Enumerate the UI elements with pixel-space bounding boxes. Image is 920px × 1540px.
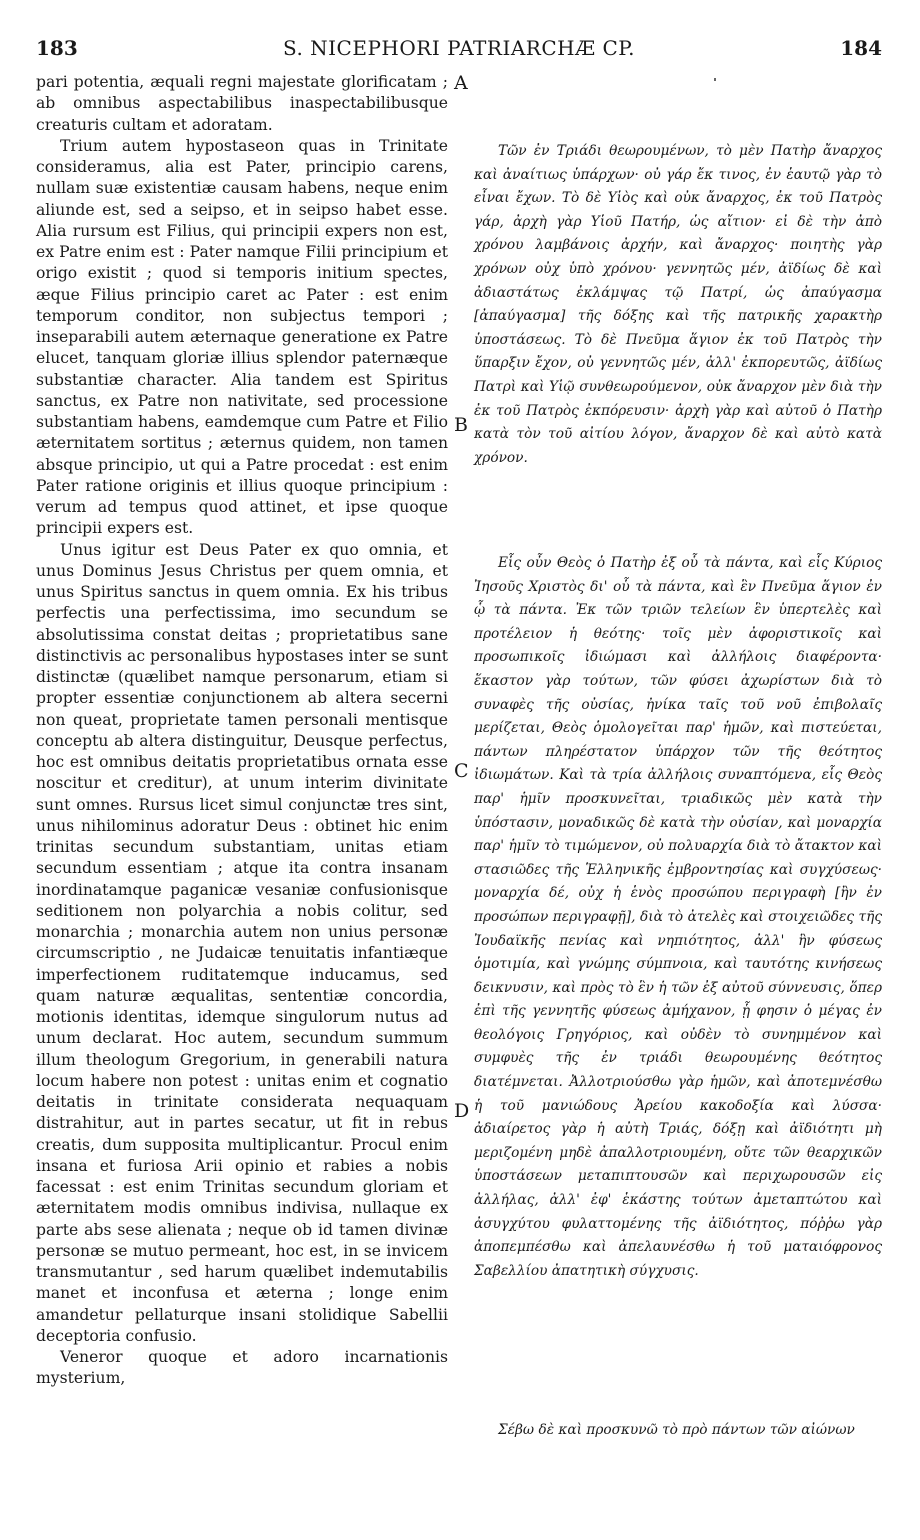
margin-letter: C <box>454 760 469 782</box>
margin-letter: A <box>454 72 468 94</box>
greek-paragraph: Σέβω δὲ καὶ προσκυνῶ τὸ πρὸ πάντων τῶν αἰώνων <box>498 1422 855 1438</box>
latin-paragraph: pari potentia, æquali regni majestate glorificatam ; ab omnibus aspectabilibus inaspectabilibusque creaturis cultam et adoratam. <box>36 73 448 134</box>
greek-paragraph: Εἷς οὖν Θεὸς ὁ Πατὴρ ἐξ οὗ τὰ πάντα, καὶ εἷς Κύριος Ἰησοῦς Χριστὸς δι' οὗ τὰ πάντα, καὶ ἓν Πνεῦμα ἅγιον ἐν ᾧ τὰ πάντα. Ἐκ τῶν τριῶν τελείων ἓν ὑπερτελὲς καὶ προτέλειον ἡ θεότης· τοῖς μὲν ἀφοριστικοῖς καὶ προσωπικοῖς ἰδιώμασι καὶ ἀλλήλοις διαφέροντα· ἕκαστον γὰρ τούτων, τῶν φύσει ἀχωρίστων διὰ τὸ συναφὲς τῆς οὐσίας, ἠνίκα ταῖς τοῦ νοῦ ἐπιβολαῖς μερίζεται, Θεὸς ὁμολογεῖται παρ' ἡμῶν, καὶ πιστεύεται, πάντων πληρέστατον ὑπάρχον τῶν τῆς θεότητος ἰδιωμάτων. Καὶ τὰ τρία ἀλλήλοις συναπτόμενα, εἷς Θεὸς παρ' ἡμῖν προσκυνεῖται, τριαδικῶς μὲν κατὰ τὴν ὑπόστασιν, μοναδικῶς δὲ κατὰ τὴν οὐσίαν, καὶ μοναρχία παρ' ἡμῖν τὸ τιμώμενον, οὐ πολυαρχία διὰ τὸ ἄτακτον καὶ στασιῶδες τῆς Ἑλληνικῆς ἐμβροντησίας καὶ συγχύσεως· μοναρχία δέ, οὐχ ἡ ἑνὸς προσώπου περιγραφὴ [ἢν ἐν προσώπων περιγραφῇ], διὰ τὸ ἀτελὲς καὶ στοιχειῶδες τῆς Ἰουδαϊκῆς πενίας καὶ νηπιότητος, ἀλλ' ἣν φύσεως ὁμοτιμία, καὶ γνώμης σύμπνοια, καὶ ταυτότης κινήσεως δεικνυσιν, καὶ πρὸς τὸ ἓν ἡ τῶν ἐξ αὐτοῦ σύννευσις, ὅπερ ἐπὶ τῆς γεννητῆς φύσεως ἀμήχανον, ᾗ φησιν ὁ μέγας ἐν θεολόγοις Γρηγόριος, καὶ οὐδὲν τὸ συνημμένον καὶ συμφυὲς τῆς ἐν τριάδι θεωρουμένης θεότητος διατέμνεται. Ἀλλοτριούσθω γὰρ ἡμῶν, καὶ ἀποτεμνέσθω ἡ τοῦ μανιώδους Ἀρείου κακοδοξία καὶ λύσσα· ἀδιαίρετος γὰρ ἡ αὐτὴ Τριάς, δόξῃ καὶ ἀϊδιότητι μὴ μεριζομένη μηδὲ ἀπαλλοτριουμένη, οὔτε τῶν θεαρχικῶν ὑποστάσεων μεταπιπτουσῶν καὶ περιχωρουσῶν εἰς ἀλλήλας, ἀλλ' ἐφ' ἑκάστης τούτων ἀμεταπτώτου καὶ ἀσυγχύτου φυλαττομένης τῆς ἀϊδιότητος, πόῤῥω γὰρ ἀποπεμπέσθω καὶ ἀπελαυνέσθω ἡ τοῦ ματαιόφρονος Σαβελλίου ἀπατητικὴ σύγχυσις. <box>474 555 882 1279</box>
greek-paragraph: Τῶν ἐν Τριάδι θεωρουμένων, τὸ μὲν Πατὴρ ἄναρχος καὶ ἀναίτιως ὑπάρχων· οὐ γάρ ἔκ τινος, ἐν ἑαυτῷ γὰρ τὸ εἶναι ἔχων. Τὸ δὲ Υἱὸς καὶ οὐκ ἄναρχος, ἐκ τοῦ Πατρὸς γάρ, ἀρχὴ γὰρ Υἱοῦ Πατήρ, ὡς αἴτιον· εἰ δὲ τὴν ἀπὸ χρόνου λαμβάνοις ἀρχήν, καὶ ἄναρχος· ποιητὴς γὰρ χρόνων οὐχ ὑπὸ χρόνου· γεννητῶς μέν, ἀϊδίως δὲ καὶ ἀδιαστάτως ἐκλάμψας τῷ Πατρί, ὡς ἀπαύγασμα [ἀπαύγασμα] τῆς δόξης καὶ τῆς πατρικῆς χαρακτὴρ ὑποστάσεως. Τὸ δὲ Πνεῦμα ἅγιον ἐκ τοῦ Πατρὸς τὴν ὕπαρξιν ἔχον, οὐ γεννητῶς μέν, ἀλλ' ἐκπορευτῶς, ἀϊδίως Πατρὶ καὶ Υἱῷ συνθεωρούμενον, οὐκ ἄναρχον μὲν διὰ τὴν ἐκ τοῦ Πατρὸς ἐκπόρευσιν· ἀρχὴ γὰρ καὶ αὐτοῦ ὁ Πατὴρ κατὰ τὸν τοῦ αἰτίου λόγον, ἄναρχον δὲ καὶ αὐτὸ κατὰ χρόνον. <box>474 143 882 466</box>
running-title: S. NICEPHORI PATRIARCHÆ CP. <box>282 36 636 60</box>
margin-letter: D <box>454 1100 470 1122</box>
latin-paragraph: Veneror quoque et adoro incarnationis mysterium, <box>36 1348 448 1388</box>
latin-paragraph: Unus igitur est Deus Pater ex quo omnia, et unus Dominus Jesus Christus per quem omnia, et unus Spiritus sanctus in quem omnia. Ex his tribus perfectis una perfectissima, imo secundum se absolutissima constat deitas ; proprietatibus sane distinctivis ac personalibus hypostases inter se sunt distinctæ (quælibet namque personarum, etiam si propter essentiæ conjunctionem ab altera secerni non queat, proprietate tamen personali mentisque conceptu ab altera distinguitur, Deusque perfectus, hoc est omnibus deitatis proprietatibus ornata esse noscitur et creditur), at unum interim divinitate sunt omnes. Rursus licet simul conjunctæ tres sint, unus nihilominus adoratur Deus : obtinet hic enim trinitas secundum substantiam, unitas etiam secundum essentiam ; atque ita contra insanam inordinatamque paganicæ vesaniæ confusionisque seditionem non polyarchia a nobis colitur, sed monarchia ; monarchia autem non unius personæ circumscriptio , ne Judaicæ tenuitatis infantiæque imperfectionem ruditatemque inducamus, sed quam naturæ æqualitas, sententiæ concordia, motionis identitas, idemque singulorum nutus ad unum declarat. Hoc autem, secundum summum illum theologum Gregorium, in generabili natura locum habere non potest : unitas enim et cognatio deitatis in trinitate considerata nequaquam distrahitur, aut in partes secatur, ut fit in rebus creatis, dum supposita multiplicantur. Procul enim insana et furiosa Arii opinio et rabies a nobis facessat : est enim Trinitas secundum gloriam et æternitatem modis omnibus indivisa, nullaque ex parte abs sese alienata ; neque ob id tamen divinæ personæ se mutuo permeant, hoc est, in se invicem transmutantur , sed harum quælibet indemutabilis manet et inconfusa et æterna ; longe enim amandetur pellaturque insani stolidique Sabellii deceptoria confusio. <box>36 540 448 1345</box>
latin-column <box>36 72 448 1390</box>
greek-block-3 <box>474 1419 882 1443</box>
page-number-left: 183 <box>36 36 78 60</box>
greek-block-1 <box>474 140 882 470</box>
page-number-right: 184 <box>840 36 882 60</box>
greek-block-2 <box>474 552 882 1283</box>
margin-letter: B <box>454 414 468 436</box>
latin-paragraph: Trium autem hypostaseon quas in Trinitate consideramus, alia est Pater, principio carens, nullam suæ existentiæ causam habens, neque enim aliunde est, sed a seipso, et in seipso habet esse. Alia rursum est Filius, qui principii expers non est, ex Patre enim est : Pater namque Filii principium et origo existit ; quod si temporis initium spectes, æque Filius principio caret ac Pater : est enim temporum conditor, non subjectus tempori ; inseparabili autem æternaque generatione ex Patre elucet, tanquam gloriæ illius splendor paternæque substantiæ character. Alia tandem est Spiritus sanctus, ex Patre non nativitate, sed processione substantiam habens, eamdemque cum Patre et Filio æternitatem sortitus ; æternus quidem, non tamen absque principio, ut qui a Patre procedat : est enim Pater ratione originis et illius quoque principium : verum ad tempus quod attinet, et ipse quoque principii expers est. <box>36 136 448 538</box>
print-speck <box>714 78 716 81</box>
page-header <box>36 36 882 66</box>
